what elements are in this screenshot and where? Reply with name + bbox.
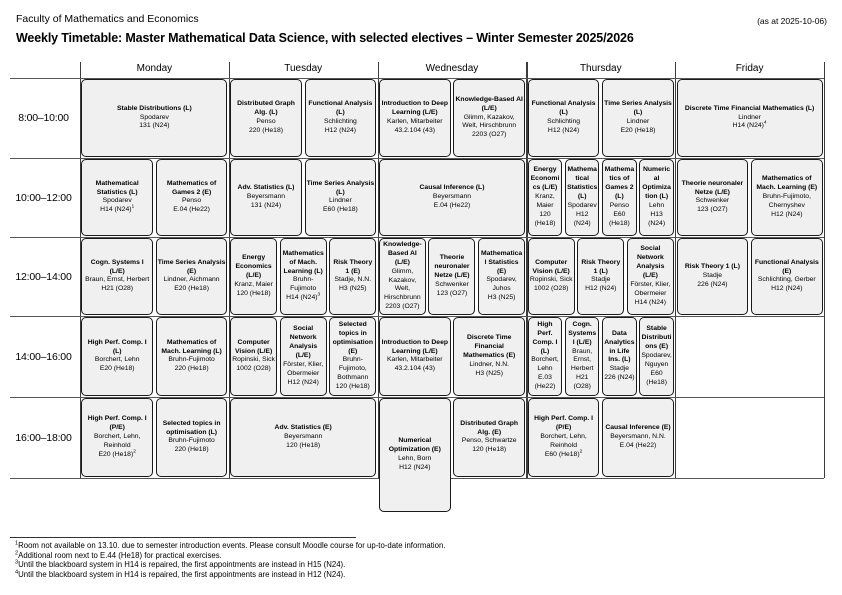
event-title: Time Series Analysis (L) — [604, 100, 672, 117]
event-room: 131 (N24) — [250, 201, 282, 209]
event-people: Beyersmann — [284, 433, 323, 440]
event-room: H14 (N24) — [634, 298, 667, 306]
event-people: Kranz, Maier — [535, 193, 555, 209]
event-people: Beyersmann — [246, 193, 286, 200]
day-header-wednesday: Wednesday — [425, 63, 479, 74]
event-cell — [81, 238, 153, 314]
event-cell — [677, 238, 749, 314]
event-people: Beyersmann — [432, 193, 472, 200]
event-people: Borchert, Lehn — [531, 356, 559, 373]
event-room: E60 (He18) — [609, 210, 630, 227]
footnote: $^3$Until the blackboard system in H14 is repaired, the first appointments are instead in H15 (N24). — [15, 559, 346, 570]
day-header-friday: Friday — [735, 63, 764, 74]
event-cell — [751, 159, 823, 235]
event-title: Social Network Analysis (L/E) — [289, 325, 318, 359]
event-cell — [577, 238, 624, 314]
event-room: H21 (O28) — [101, 285, 134, 293]
event-room: H14 $(N24)^1$ — [100, 205, 135, 214]
event-cell — [478, 238, 525, 314]
event-people: Penso — [609, 201, 630, 209]
event-room: 43.2.104 (43) — [394, 126, 435, 134]
event-title: Mathematics of Mach. Learning (L) — [282, 249, 324, 275]
day-header-tuesday: Tuesday — [284, 63, 323, 74]
event-cell — [677, 159, 749, 235]
event-room: 123 (O27) — [436, 289, 468, 297]
event-room: H14 $(N24)^3$ — [286, 293, 321, 302]
page-title: Weekly Timetable: Master Mathematical Data Science, with selected electives – Winter Semester 2025/2026 — [16, 31, 634, 45]
event-cell — [528, 398, 600, 476]
event-room: 1002 (O28) — [533, 285, 569, 293]
event-room: E.04 (He22) — [173, 206, 210, 214]
event-room: 220 (He18) — [174, 365, 209, 373]
event-people: Penso — [256, 117, 276, 125]
event-room: 2203 (O27) — [385, 303, 420, 311]
event-room: H3 (N25) — [487, 294, 516, 302]
time-slot-label: 10:00–12:00 — [15, 191, 72, 204]
event-room: E.04 (He22) — [619, 441, 657, 449]
event-people: Penso — [181, 197, 202, 205]
event-people: Bruhn-Fujimoto, Chernyshev — [762, 193, 811, 209]
day-header-monday: Monday — [136, 63, 173, 74]
event-cell — [156, 238, 228, 314]
footnote-marker: 4 — [763, 121, 767, 127]
event-people: Förster, Klier, Obermeier — [283, 360, 324, 377]
event-room: 131 (N24) — [139, 122, 170, 130]
event-title: Energy Economics (L/E) — [235, 254, 272, 279]
event-cell — [453, 317, 525, 395]
event-room: H12 (N24) — [547, 126, 580, 134]
event-cell — [528, 159, 563, 235]
event-title: Selected topics in optimisation (L) — [162, 419, 221, 436]
event-cell — [453, 79, 525, 156]
event-room: 120 (He18) — [472, 446, 507, 454]
event-room: E20 (He18) — [620, 126, 656, 134]
event-cell — [677, 79, 823, 156]
event-cell — [230, 398, 376, 476]
event-title: Theorie neuronaler Netze (L/E) — [681, 179, 744, 196]
event-cell — [379, 398, 451, 512]
event-cell — [81, 398, 153, 476]
event-room: H12 (N24) — [324, 126, 357, 134]
event-title: Numerical Optimization (E) — [388, 437, 441, 454]
as-at-date: (as at 2025-10-06) — [757, 16, 827, 26]
event-cell — [329, 238, 376, 314]
event-title: Mathematical Statistics (L) — [95, 179, 139, 196]
event-cell — [156, 159, 228, 235]
event-title: Risk Theory 1 (E) — [333, 258, 373, 275]
event-room: 43.2.104 (43) — [394, 365, 435, 373]
event-people: Bruhn-Fujimoto — [290, 276, 317, 293]
event-room: H3 (N25) — [475, 369, 503, 377]
event-title: High Perf. Comp. I (L) — [532, 320, 558, 355]
event-room: E.03 (He22) — [534, 374, 556, 391]
event-title: Cogn. Systems I (L/E) — [568, 320, 597, 346]
event-people: Spodarev — [567, 201, 597, 209]
event-room: 120 (He18) — [335, 383, 370, 391]
event-people: Lindner — [329, 197, 352, 205]
event-cell — [379, 159, 525, 235]
footnote-marker: 1 — [15, 540, 19, 547]
footnote-rule — [10, 537, 356, 538]
event-cell — [565, 159, 600, 235]
footnotes — [15, 541, 827, 580]
event-people: Stadje — [591, 276, 611, 284]
event-cell — [639, 159, 674, 235]
footnote-marker: 2 — [579, 449, 583, 455]
event-people: Penso, Schwartze — [461, 437, 517, 445]
event-cell — [379, 238, 426, 314]
event-people: Stadje, N.N. — [334, 276, 372, 284]
event-title: Adv. Statistics (L) — [237, 184, 295, 192]
event-title: Discrete Time Financial Mathematics (E) — [463, 334, 516, 359]
event-room: H12 (N24) — [771, 285, 803, 293]
event-room: H12 (N24) — [287, 378, 319, 386]
event-title: Energy Economics (L/E) — [530, 166, 560, 192]
event-cell — [639, 317, 674, 395]
footnote: $^1$Room not available on 13.10. due to semester introduction events. Please consult Moodle course for up-to-date information. — [15, 540, 446, 550]
time-slot-label: 12:00–14:00 — [15, 270, 72, 283]
event-cell — [230, 159, 302, 235]
event-cell — [81, 159, 153, 235]
event-cell — [565, 317, 600, 395]
footnote: $^4$Until the blackboard system in H14 is repaired, the first appointments are instead in H12 (N24). — [15, 569, 346, 580]
event-room: H12 (N24) — [771, 210, 803, 218]
event-title: Introduction to Deep Learning (L/E) — [381, 100, 449, 117]
time-slot-label: 14:00–16:00 — [15, 350, 72, 363]
event-cell — [602, 159, 637, 235]
event-room: E20 $(He18)^2$ — [98, 449, 136, 458]
event-title: Mathematical Statistics (L) — [567, 166, 598, 200]
event-title: Risk Theory 1 (L) — [581, 258, 621, 275]
event-people: Lindner — [738, 113, 761, 121]
event-room: 226 (N24) — [697, 280, 728, 288]
event-title: Introduction to Deep Learning (L/E) — [381, 338, 449, 355]
footnote-marker: 2 — [133, 449, 136, 455]
event-cell — [230, 317, 277, 395]
event-people: Bruhn-Fujimoto — [168, 437, 215, 445]
event-cell — [81, 317, 153, 395]
event-people: Schlichting, Gerber — [757, 276, 816, 284]
footnote-marker: 1 — [131, 205, 135, 211]
event-title: Causal Inference (E) — [605, 424, 671, 432]
event-room: 120 (He18) — [236, 289, 271, 297]
day-header-thursday: Thursday — [579, 63, 622, 74]
event-people: Lindner, N.N. — [469, 360, 510, 368]
event-cell — [230, 238, 277, 314]
event-people: Karlen, Mitarbeiter — [387, 356, 443, 364]
event-room: 220 (He18) — [248, 126, 283, 134]
event-people: Braun, Ernst, Herbert — [85, 276, 150, 284]
event-title: Distributed Graph Alg. (E) — [460, 419, 519, 436]
event-title: Discrete Time Financial Mathematics (L) — [684, 104, 815, 112]
event-people: Lehn, Born — [398, 455, 432, 463]
event-people: Beyersmann, N.N. — [610, 433, 666, 440]
event-title: Time Series Analysis (L) — [306, 179, 375, 196]
event-title: Cogn. Systems I (L/E) — [90, 258, 144, 275]
event-room: 120 (He18) — [534, 210, 556, 227]
event-room: E20 (He18) — [174, 285, 209, 293]
event-people: Lehn — [649, 201, 665, 209]
event-title: Knowledge-Based AI (L/E) — [383, 240, 422, 266]
event-people: Schlichting — [323, 117, 357, 125]
event-title: Theorie neuronaler Netze (L/E) — [434, 254, 470, 279]
event-room: H14 $(N24)^4$ — [732, 121, 767, 130]
event-cell — [751, 238, 823, 314]
event-people: Stadje — [609, 365, 630, 373]
event-people: Borchert, Lehn, Reinhold — [540, 433, 587, 449]
event-people: Braun, Ernst, Herbert — [570, 347, 594, 373]
event-cell — [329, 317, 376, 395]
event-cell — [428, 238, 475, 314]
event-people: Ropinski, Sick — [232, 356, 275, 364]
event-people: Spodarev — [139, 113, 169, 121]
event-room: H3 (N25) — [339, 285, 367, 293]
event-room: E.04 (He22) — [433, 201, 471, 209]
event-title: High Perf. Comp. I (P/E) — [534, 415, 594, 432]
event-title: Causal Inference (L) — [419, 184, 485, 192]
event-cell — [528, 317, 563, 395]
event-title: Data Analytics in Life Ins. (L) — [604, 329, 635, 364]
event-people: Glimm, Kazakov, Welt, Hirschbrunn — [384, 267, 421, 302]
event-title: Mathematics of Games 2 (E) — [166, 179, 217, 196]
event-title: Computer Vision (L/E) — [532, 258, 570, 275]
event-people: Schwenker — [695, 197, 730, 205]
event-room: E60 $(He18)^2$ — [544, 449, 583, 458]
event-title: Mathematical Statistics (E) — [480, 249, 523, 275]
event-people: Förster, Klier, Obermeier — [630, 280, 671, 297]
grid-vline — [824, 62, 825, 478]
event-people: Borchert, Lehn, Reinhold — [93, 433, 141, 449]
event-cell — [602, 398, 674, 476]
event-title: High Perf. Comp. I (P/E) — [87, 415, 147, 432]
footnote-marker: 3 — [15, 559, 19, 566]
event-title: Time Series Analysis (E) — [157, 258, 226, 275]
event-room: H13 (N24) — [648, 210, 666, 227]
event-room: 2203 (O27) — [472, 131, 507, 139]
event-people: Lindner — [626, 117, 650, 125]
event-cell — [305, 159, 377, 235]
event-room: H21 (O28) — [573, 374, 591, 391]
event-room: H12 (N24) — [585, 285, 617, 293]
time-slot-label: 16:00–18:00 — [15, 431, 72, 444]
event-cell — [379, 79, 451, 156]
event-people: Kranz, Maier — [234, 280, 273, 288]
event-cell — [156, 317, 228, 395]
event-room: 123 (O27) — [697, 206, 728, 214]
event-cell — [627, 238, 674, 314]
event-cell — [81, 79, 227, 156]
event-title: Functional Analysis (E) — [754, 258, 819, 275]
event-title: Adv. Statistics (E) — [274, 424, 332, 432]
event-room: E20 (He18) — [99, 365, 135, 373]
event-people: Stadje — [702, 272, 723, 279]
event-people: Lindner, Aichmann — [163, 276, 220, 284]
event-people: Spodarev, Nguyen — [641, 352, 672, 368]
event-people: Spodarev, Juhos — [486, 276, 517, 293]
event-room: E60 (He18) — [646, 369, 667, 386]
event-title: Computer Vision (L/E) — [234, 338, 273, 355]
footnote-marker: 4 — [15, 569, 19, 576]
event-cell — [156, 398, 228, 476]
event-cell — [602, 79, 674, 156]
event-cell — [230, 79, 302, 156]
event-room: 226 (N24) — [604, 374, 635, 382]
event-title: Social Network Analysis (L/E) — [636, 245, 665, 279]
event-title: Distributed Graph Alg. (L) — [237, 100, 295, 117]
footnote-marker: 3 — [317, 293, 321, 299]
event-room: H12 (N24) — [573, 210, 591, 227]
event-title: Knowledge-Based AI (L/E) — [455, 95, 523, 112]
footnote-marker: 2 — [15, 550, 19, 557]
event-room: H12 (N24) — [399, 464, 431, 472]
time-slot-label: 8:00–10:00 — [18, 112, 69, 124]
event-cell — [528, 238, 575, 314]
event-title: Mathematics of Mach. Learning (L) — [161, 338, 222, 355]
event-people: Bruhn-Fujimoto, Bothmann — [337, 356, 369, 382]
event-people: Schwenker — [435, 280, 469, 288]
event-cell — [280, 238, 327, 314]
event-title: Stable Distributions (E) — [641, 325, 672, 351]
event-people: Ropinski, Sick — [529, 276, 573, 284]
event-room: E60 (He18) — [323, 206, 358, 214]
event-title: Stable Distributions (L) — [117, 104, 192, 112]
event-people: Schlichting — [547, 117, 581, 125]
event-people: Bruhn-Fujimoto — [168, 356, 215, 364]
event-cell — [602, 317, 637, 395]
event-title: High Perf. Comp. I (L) — [87, 338, 147, 355]
event-title: Mathematics of Games 2 (L) — [604, 166, 635, 200]
event-room: 1002 (O28) — [236, 365, 271, 373]
event-title: Functional Analysis (L) — [308, 100, 373, 117]
event-title: Numerical Optimization (L) — [642, 166, 671, 200]
footnote: $^2$Additional room next to E.44 (He18) for practical exercises. — [15, 550, 222, 560]
event-people: Spodarev — [102, 197, 132, 205]
event-title: Selected topics in optimisation (E) — [332, 320, 373, 355]
faculty-name: Faculty of Mathematics and Economics — [16, 13, 199, 25]
event-cell — [453, 398, 525, 476]
event-people: Glimm, Kazakov, Welt, Hirschbrunn — [462, 113, 517, 130]
event-cell — [528, 79, 600, 156]
event-title: Mathematics of Mach. Learning (E) — [756, 175, 818, 192]
event-cell — [379, 317, 451, 395]
event-cell — [305, 79, 377, 156]
event-title: Functional Analysis (L) — [531, 100, 596, 117]
event-people: Borchert, Lehn — [94, 356, 140, 364]
event-title: Risk Theory 1 (L) — [684, 263, 740, 271]
event-room: 220 (He18) — [174, 446, 209, 454]
event-people: Karlen, Mitarbeiter — [387, 117, 443, 125]
event-room: 120 (He18) — [286, 441, 321, 449]
event-cell — [280, 317, 327, 395]
